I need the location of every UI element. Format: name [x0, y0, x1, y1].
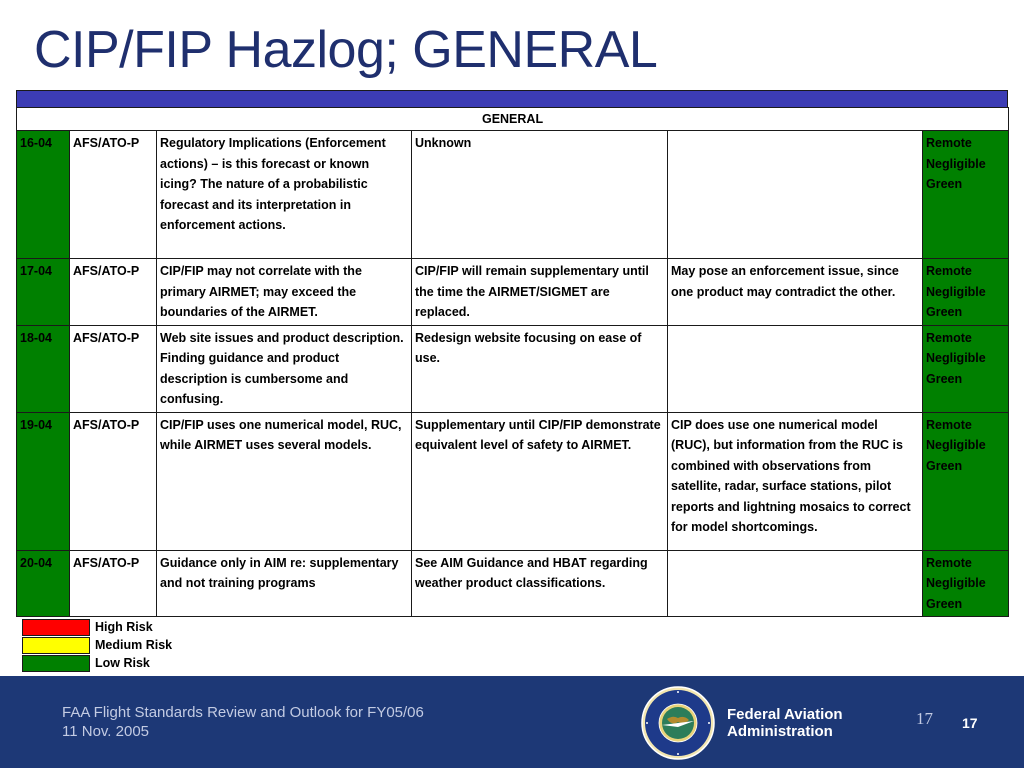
risk-severity: Negligible [926, 284, 986, 299]
risk-likelihood: Remote [926, 555, 972, 570]
hazard-id: 16-04 [17, 131, 70, 259]
legend-label: Medium Risk [95, 638, 173, 652]
hazard-id: 17-04 [17, 259, 70, 326]
risk-severity: Negligible [926, 438, 986, 452]
hazard-comment [668, 550, 923, 617]
hazard-description: Regulatory Implications (Enforcement actions) – is this forecast or known icing? The nature of a probabilistic forecast and its interpretation in enforcement actions. [157, 131, 412, 259]
section-header-row [17, 108, 1009, 131]
risk-cell [923, 259, 1009, 326]
faa-seal-icon [640, 685, 716, 766]
hazard-mitigation: Unknown [412, 131, 668, 259]
table-header-bar [16, 90, 1008, 107]
risk-level: Green [926, 458, 963, 473]
risk-cell [923, 325, 1009, 412]
table-row [17, 550, 1009, 617]
hazard-id: 19-04 [17, 412, 70, 550]
hazard-id: 18-04 [17, 325, 70, 412]
legend-swatch [22, 655, 90, 672]
legend-item-low [22, 654, 322, 672]
hazard-comment [668, 131, 923, 259]
risk-likelihood: Remote [926, 330, 972, 345]
slide-title: CIP/FIP Hazlog; GENERAL [34, 21, 658, 79]
agency-name-line2: Administration [727, 723, 833, 740]
hazard-description: CIP/FIP uses one numerical model, RUC, while AIRMET uses several models. [157, 412, 412, 550]
risk-likelihood: Remote [926, 136, 972, 150]
hazlog-table [16, 107, 1009, 617]
table-row [17, 325, 1009, 412]
risk-level: Green [926, 596, 963, 611]
hazard-comment [668, 325, 923, 412]
legend-item-medium [22, 636, 322, 654]
hazard-org: AFS/ATO-P [70, 550, 157, 617]
risk-cell [923, 131, 1009, 259]
risk-likelihood: Remote [926, 264, 972, 278]
legend-swatch [22, 637, 90, 654]
hazard-mitigation: Supplementary until CIP/FIP demonstrate equivalent level of safety to AIRMET. [412, 412, 668, 550]
hazard-description: Web site issues and product description. Finding guidance and product description is cumbersome and confusing. [157, 325, 412, 412]
hazard-org: AFS/ATO-P [70, 325, 157, 412]
hazard-org: AFS/ATO-P [70, 131, 157, 259]
hazard-description: CIP/FIP may not correlate with the primary AIRMET; may exceed the boundaries of the AIRMET. [157, 259, 412, 326]
hazard-comment: CIP does use one numerical model (RUC), but information from the RUC is combined with observations from satellite, radar, surface stations, pilot reports and lightning mosaics to correct for model shortcomings. [668, 412, 923, 550]
footer-event-date: 11 Nov. 2005 [62, 723, 150, 740]
risk-cell [923, 412, 1009, 550]
hazard-id: 20-04 [17, 550, 70, 617]
hazard-comment: May pose an enforcement issue, since one product may contradict the other. [668, 259, 923, 326]
risk-likelihood: Remote [926, 417, 972, 432]
risk-level: Green [926, 305, 963, 319]
risk-severity: Negligible [926, 156, 986, 171]
hazard-org: AFS/ATO-P [70, 412, 157, 550]
page-number-bold: 17 [962, 715, 978, 731]
legend-item-high [22, 618, 322, 636]
legend-label: High Risk [95, 620, 153, 634]
risk-cell [923, 550, 1009, 617]
risk-legend [22, 618, 322, 672]
hazard-org: AFS/ATO-P [70, 259, 157, 326]
hazard-mitigation: See AIM Guidance and HBAT regarding weather product classifications. [412, 550, 668, 617]
slide-footer [0, 676, 1024, 768]
hazard-mitigation: CIP/FIP will remain supplementary until the time the AIRMET/SIGMET are replaced. [412, 259, 668, 326]
hazard-mitigation: Redesign website focusing on ease of use. [412, 325, 668, 412]
page-number-serif: 17 [916, 709, 933, 728]
table-row [17, 131, 1009, 259]
hazard-description: Guidance only in AIM re: supplementary and not training programs [157, 550, 412, 617]
section-label: GENERAL [17, 108, 1009, 131]
risk-severity: Negligible [926, 351, 986, 365]
table-row [17, 412, 1009, 550]
risk-level: Green [926, 371, 963, 386]
risk-level: Green [926, 177, 963, 191]
legend-swatch [22, 619, 90, 636]
agency-name-line1: Federal Aviation [727, 706, 843, 723]
table-row [17, 259, 1009, 326]
agency-name [727, 706, 843, 740]
footer-event-title: FAA Flight Standards Review and Outlook for FY05/06 [62, 704, 424, 721]
footer-event [62, 703, 424, 741]
hazlog-table-container [16, 90, 1008, 617]
legend-label: Low Risk [95, 656, 150, 670]
risk-severity: Negligible [926, 576, 986, 590]
